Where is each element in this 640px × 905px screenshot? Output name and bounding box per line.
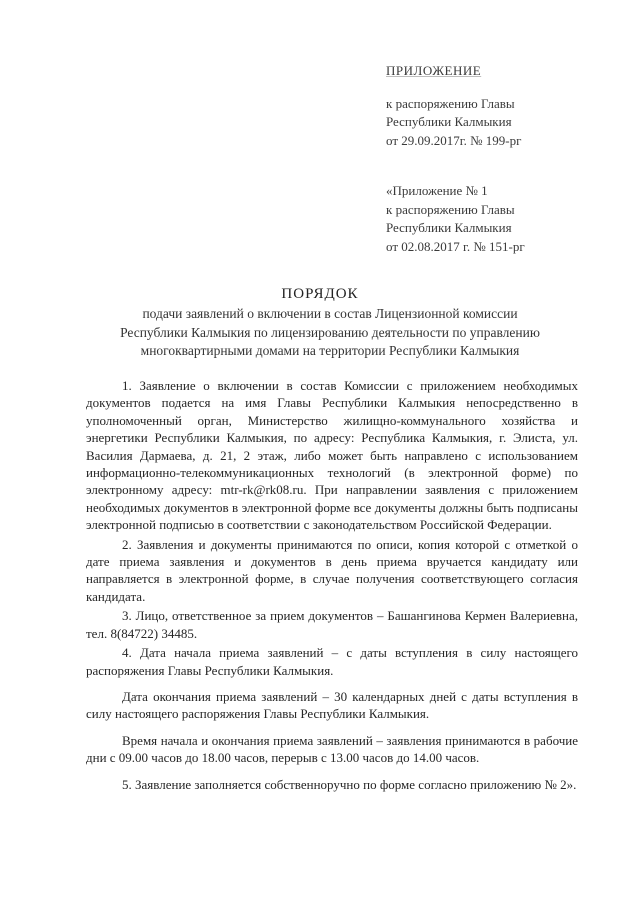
previous-appendix-line-1: «Приложение № 1 (386, 183, 488, 198)
appendix-heading: ПРИЛОЖЕНИЕ (386, 63, 482, 78)
previous-appendix-line-4: от 02.08.2017 г. № 151-рг (386, 238, 525, 254)
appendix-line-3: от 29.09.2017г. № 199-рг (386, 132, 522, 148)
document-title: ПОРЯДОК (281, 286, 359, 302)
previous-appendix-block (386, 182, 525, 256)
paragraph-4-hours: Время начала и окончания приема заявлений – заявления принимаются в рабочие дни с 09.00 часов до 18.00 часов, перерыв с 13.00 часов до 14.00 часов. (86, 732, 578, 766)
appendix-block (386, 62, 521, 150)
paragraph-4: 4. Дата начала приема заявлений – с даты вступления в силу настоящего распоряжения Главы Республики Калмыкия. (86, 645, 578, 678)
subtitle-line-3: многоквартирными домами на территории Республики Калмыкия (140, 343, 520, 358)
subtitle-line-2: Республики Калмыкия по лицензированию деятельности по управлению (120, 324, 540, 340)
previous-appendix-line-2: к распоряжению Главы (386, 201, 515, 217)
paragraph-1: 1. Заявление о включении в состав Комиссии с приложением необходимых документов подается на имя Главы Республики Калмыкия непосредственно в уполномоченный орган, Министерство жилищно-коммунального хозяйства и энергетики Республики Калмыкия, по адресу: Республика Калмыкия, г. Элиста, ул. Василия Дармаева, д. 21, 2 этаж, либо может быть направлено с использованием информационно-телекоммуникационных технологий (в электронной форме) по электронному адресу: mtr-rk@rk08.ru. При направлении заявления с приложением необходимых документов в электронной форме все документы должны быть подписаны электронной подписью в соответствии с законодательством Российской Федерации. (86, 378, 578, 533)
paragraph-5: 5. Заявление заполняется собственноручно по форме согласно приложению № 2». (122, 776, 577, 792)
paragraph-3: 3. Лицо, ответственное за прием документов – Башангинова Кермен Валериевна, тел. 8(84722) 34485. (86, 608, 578, 641)
appendix-line-2: Республики Калмыкия (386, 114, 512, 129)
subtitle-line-1: подачи заявлений о включении в состав Лицензионной комиссии (142, 306, 518, 321)
paragraph-4-end-date: Дата окончания приема заявлений – 30 календарных дней с даты вступления в силу настоящего распоряжения Главы Республики Калмыкия. (86, 688, 578, 722)
appendix-line-1: к распоряжению Главы (386, 95, 515, 111)
paragraph-2: 2. Заявления и документы принимаются по описи, копия которой с отметкой о дате приема заявления и документов в день приема вручается кандидату или направляется в электронной форме, в случае получения соответствующего согласия кандидата. (86, 536, 578, 604)
previous-appendix-line-3: Республики Калмыкия (386, 220, 512, 235)
document-body (86, 377, 578, 795)
document-subtitle (80, 305, 580, 361)
